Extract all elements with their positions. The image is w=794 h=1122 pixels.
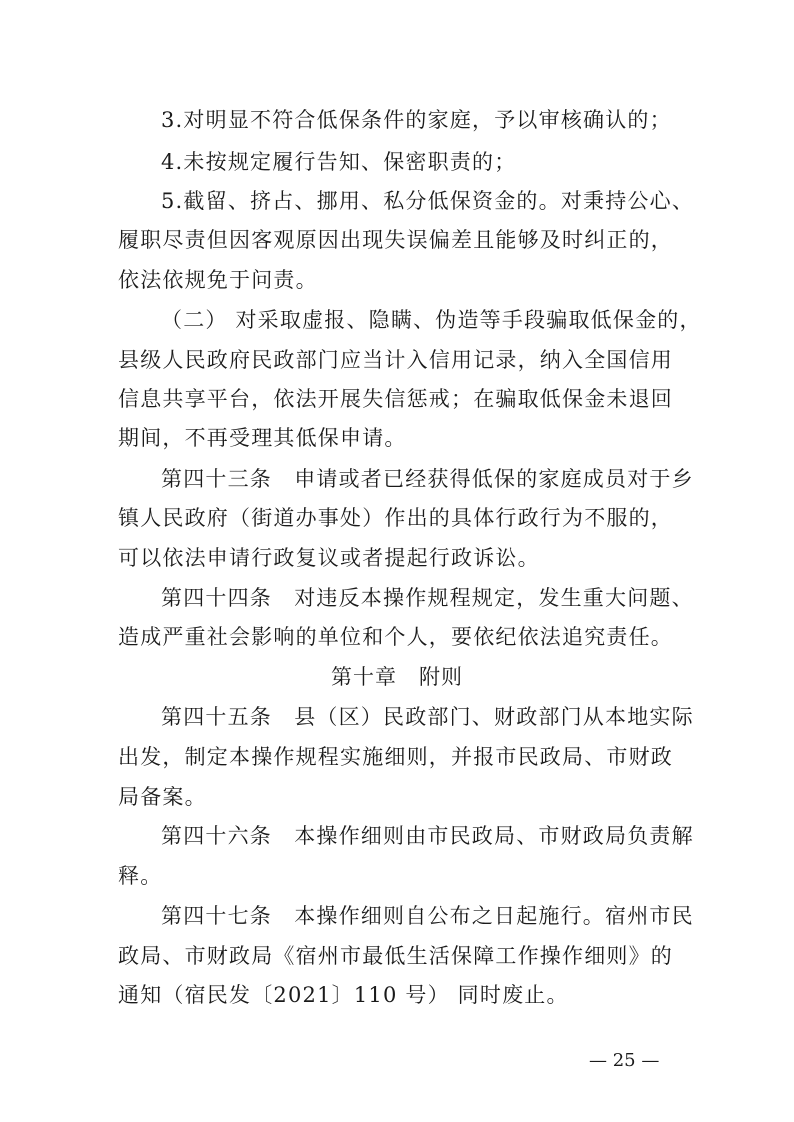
item-3-line: 3.对明显不符合低保条件的家庭，予以审核确认的； (161, 108, 672, 132)
paragraph-2-continuation: 期间，不再受理其低保申请。 (118, 426, 407, 450)
article-46-continuation: 释。 (118, 864, 163, 888)
article-44-continuation: 造成严重社会影响的单位和个人，要依纪依法追究责任。 (118, 625, 673, 649)
article-45-line: 第四十五条 县（区）民政部门、财政部门从本地实际 (161, 705, 694, 729)
article-47-continuation: 政局、市财政局《宿州市最低生活保障工作操作细则》的 (118, 944, 673, 968)
item-5-continuation: 履职尽责但因客观原因出现失误偏差且能够及时纠正的， (118, 228, 673, 252)
article-45-continuation: 出发，制定本操作规程实施细则，并报市民政局、市财政 (118, 745, 673, 769)
article-43-line: 第四十三条 申请或者已经获得低保的家庭成员对于乡 (161, 467, 694, 491)
item-5-continuation: 依法依规免于问责。 (118, 268, 318, 292)
article-44-line: 第四十四条 对违反本操作规程规定，发生重大问题、 (161, 586, 694, 610)
item-5-line: 5.截留、挤占、挪用、私分低保资金的。对秉持公心、 (161, 189, 695, 213)
article-47-continuation: 通知（宿民发〔2021〕110 号） 同时废止。 (118, 983, 569, 1007)
article-47-line: 第四十七条 本操作细则自公布之日起施行。宿州市民 (161, 904, 694, 928)
paragraph-2-line: （二） 对采取虚报、隐瞒、伪造等手段骗取低保金的， (161, 308, 702, 332)
article-46-line: 第四十六条 本操作细则由市民政局、市财政局负责解 (161, 824, 694, 848)
item-4-line: 4.未按规定履行告知、保密职责的； (161, 150, 517, 174)
paragraph-2-continuation: 信息共享平台，依法开展失信惩戒；在骗取低保金未退回 (118, 387, 673, 411)
article-43-continuation: 镇人民政府（街道办事处）作出的具体行政行为不服的， (118, 506, 673, 530)
article-43-continuation: 可以依法申请行政复议或者提起行政诉讼。 (118, 546, 540, 570)
page-number: — 25 — (589, 1050, 660, 1071)
paragraph-2-continuation: 县级人民政府民政部门应当计入信用记录，纳入全国信用 (118, 348, 673, 372)
article-45-continuation: 局备案。 (118, 785, 207, 809)
chapter-heading: 第十章 附则 (331, 665, 463, 689)
